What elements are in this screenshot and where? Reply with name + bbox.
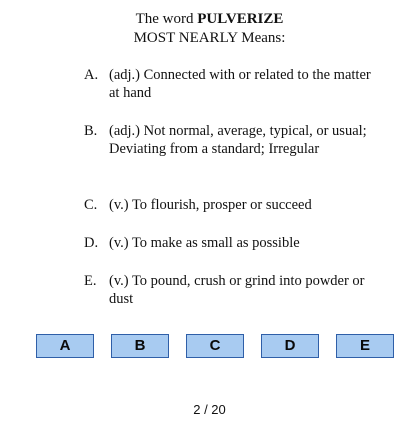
answer-button-d[interactable]: D	[261, 334, 319, 358]
option-letter: A.	[84, 67, 99, 83]
answer-button-b[interactable]: B	[111, 334, 169, 358]
option-letter: C.	[84, 197, 98, 213]
prompt-line-2: MOST NEARLY Means:	[133, 30, 286, 46]
question-prompt	[0, 10, 419, 48]
option-text: (v.) To make as small as possible	[109, 235, 300, 251]
prompt-line-1	[0, 10, 419, 29]
prompt-prefix: The word	[135, 11, 194, 27]
option-text: (adj.) Not normal, average, typical, or usual; Deviating from a standard; Irregular	[109, 123, 367, 157]
question-counter: 2 / 20	[193, 402, 226, 417]
answer-button-row	[36, 334, 396, 360]
option-text: (v.) To flourish, prosper or succeed	[109, 197, 312, 213]
option-letter: B.	[84, 123, 98, 139]
answer-button-a[interactable]: A	[36, 334, 94, 358]
answer-button-c[interactable]: C	[186, 334, 244, 358]
target-word: PULVERIZE	[197, 11, 284, 27]
option-text: (v.) To pound, crush or grind into powder or dust	[109, 273, 365, 307]
option-letter: D.	[84, 235, 99, 251]
option-text: (adj.) Connected with or related to the matter at hand	[109, 67, 371, 101]
option-letter: E.	[84, 273, 97, 289]
answer-button-e[interactable]: E	[336, 334, 394, 358]
